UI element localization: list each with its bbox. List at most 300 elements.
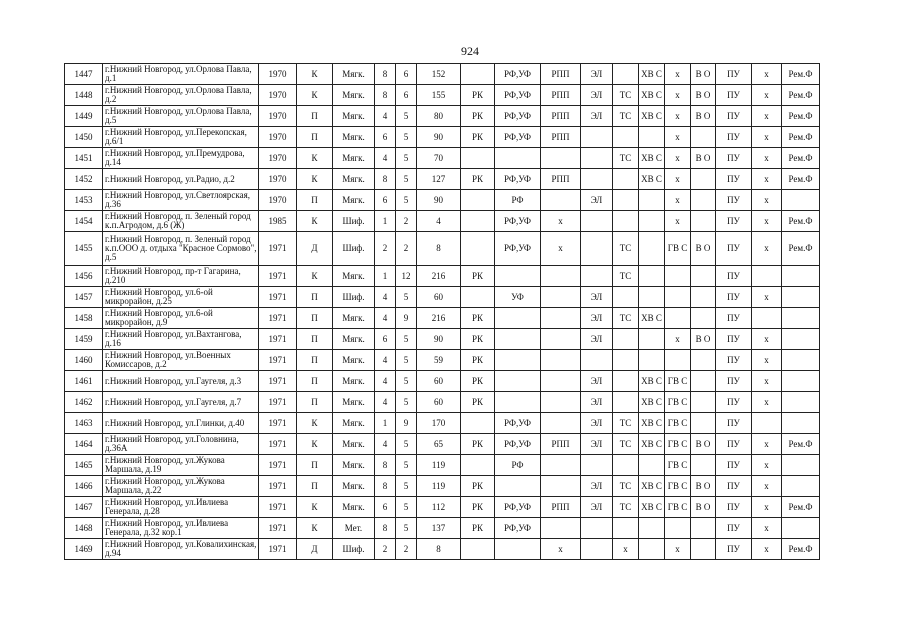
col-rk: РК [461,308,495,329]
address: г.Нижний Новгород, ул.Вахтангова, д.16 [103,329,259,350]
roof-type: Мет. [333,518,375,539]
address: г.Нижний Новгород, ул.Военных Комиссаров, д.2 [103,350,259,371]
col-vo [691,211,716,232]
table-row [65,169,820,190]
col-rk [461,287,495,308]
col-rpp [541,455,581,476]
address: г.Нижний Новгород, ул.Жукова Маршала, д.22 [103,476,259,497]
col-vo: В О [691,148,716,169]
wall-material: П [297,476,333,497]
table-row [65,476,820,497]
col-pu: ПУ [716,497,752,518]
col-x [752,266,782,287]
col-vo [691,350,716,371]
entrances: 4 [375,106,396,127]
col-gvs: х [665,329,691,350]
table-row [65,329,820,350]
col-pu: ПУ [716,85,752,106]
year-built: 1970 [259,85,297,106]
col-rem-f [782,476,820,497]
floors: 5 [396,169,417,190]
col-el: ЭЛ [581,106,613,127]
col-x: х [752,497,782,518]
entrances: 1 [375,413,396,434]
row-number: 1458 [65,308,103,329]
row-number: 1467 [65,497,103,518]
floors: 2 [396,232,417,266]
address: г.Нижний Новгород, ул.Гаугеля, д.7 [103,392,259,413]
apartments: 60 [417,392,461,413]
col-pu: ПУ [716,211,752,232]
col-rem-f: Рем.Ф [782,169,820,190]
entrances: 4 [375,371,396,392]
col-rpp: х [541,539,581,560]
floors: 5 [396,148,417,169]
roof-type: Мягк. [333,329,375,350]
row-number: 1461 [65,371,103,392]
col-ts: ТС [613,413,639,434]
col-ts [613,169,639,190]
col-vo [691,266,716,287]
roof-type: Мягк. [333,413,375,434]
wall-material: П [297,190,333,211]
col-rk: РК [461,266,495,287]
col-gvs [665,518,691,539]
apartments: 90 [417,190,461,211]
floors: 12 [396,266,417,287]
floors: 5 [396,190,417,211]
col-hvs [639,232,665,266]
roof-type: Мягк. [333,85,375,106]
row-number: 1451 [65,148,103,169]
address: г.Нижний Новгород, пр-т Гагарина, д.210 [103,266,259,287]
col-el: ЭЛ [581,85,613,106]
entrances: 4 [375,392,396,413]
col-vo [691,413,716,434]
floors: 5 [396,371,417,392]
col-rem-f [782,455,820,476]
floors: 2 [396,539,417,560]
col-rk: РК [461,85,495,106]
col-rf-uf: УФ [495,287,541,308]
roof-type: Мягк. [333,371,375,392]
col-ts: ТС [613,148,639,169]
wall-material: К [297,148,333,169]
col-pu: ПУ [716,476,752,497]
entrances: 6 [375,190,396,211]
col-rpp [541,371,581,392]
wall-material: Д [297,232,333,266]
col-rk [461,232,495,266]
address: г.Нижний Новгород, п. Зеленый город к.п.ООО д. отдыха "Красное Сормово", д.5 [103,232,259,266]
year-built: 1971 [259,539,297,560]
col-x: х [752,106,782,127]
col-hvs: ХВ С [639,371,665,392]
col-el: ЭЛ [581,497,613,518]
col-ts [613,64,639,85]
col-rem-f: Рем.Ф [782,148,820,169]
row-number: 1466 [65,476,103,497]
wall-material: К [297,85,333,106]
col-pu: ПУ [716,518,752,539]
entrances: 4 [375,350,396,371]
col-gvs: ГВ С [665,497,691,518]
row-number: 1455 [65,232,103,266]
col-hvs: ХВ С [639,169,665,190]
col-gvs: ГВ С [665,392,691,413]
col-el [581,518,613,539]
year-built: 1971 [259,287,297,308]
entrances: 4 [375,287,396,308]
row-number: 1457 [65,287,103,308]
address: г.Нижний Новгород, ул.Ковалихинская, д.94 [103,539,259,560]
col-el [581,148,613,169]
col-pu: ПУ [716,350,752,371]
row-number: 1449 [65,106,103,127]
col-hvs [639,211,665,232]
col-vo: В О [691,232,716,266]
col-pu: ПУ [716,434,752,455]
row-number: 1452 [65,169,103,190]
col-rf-uf: РФ,УФ [495,127,541,148]
col-rk: РК [461,329,495,350]
wall-material: Д [297,539,333,560]
row-number: 1464 [65,434,103,455]
col-rf-uf [495,392,541,413]
col-rpp [541,518,581,539]
floors: 5 [396,127,417,148]
col-rk [461,190,495,211]
wall-material: К [297,266,333,287]
col-rk: РК [461,371,495,392]
year-built: 1971 [259,308,297,329]
col-rf-uf [495,371,541,392]
apartments: 127 [417,169,461,190]
wall-material: П [297,455,333,476]
col-gvs: ГВ С [665,434,691,455]
col-rpp: РПП [541,169,581,190]
year-built: 1971 [259,232,297,266]
floors: 2 [396,211,417,232]
col-rf-uf [495,329,541,350]
apartments: 60 [417,287,461,308]
col-gvs: ГВ С [665,232,691,266]
col-rk: РК [461,350,495,371]
col-x: х [752,211,782,232]
apartments: 216 [417,308,461,329]
table-row [65,497,820,518]
col-x: х [752,539,782,560]
col-rem-f [782,190,820,211]
entrances: 8 [375,85,396,106]
col-x: х [752,434,782,455]
apartments: 8 [417,232,461,266]
roof-type: Шиф. [333,287,375,308]
apartments: 112 [417,497,461,518]
col-hvs: ХВ С [639,476,665,497]
roof-type: Мягк. [333,127,375,148]
col-vo: В О [691,64,716,85]
col-rpp: РПП [541,127,581,148]
year-built: 1971 [259,434,297,455]
col-x: х [752,392,782,413]
col-pu: ПУ [716,106,752,127]
year-built: 1970 [259,169,297,190]
col-rf-uf: РФ,УФ [495,106,541,127]
address: г.Нижний Новгород, ул.Орлова Павла, д.2 [103,85,259,106]
col-el: ЭЛ [581,64,613,85]
col-pu: ПУ [716,148,752,169]
col-el: ЭЛ [581,190,613,211]
col-x: х [752,329,782,350]
col-rpp [541,476,581,497]
apartments: 59 [417,350,461,371]
col-hvs [639,455,665,476]
col-el: ЭЛ [581,371,613,392]
entrances: 4 [375,148,396,169]
year-built: 1970 [259,106,297,127]
col-rf-uf: РФ [495,190,541,211]
roof-type: Шиф. [333,211,375,232]
col-rf-uf: РФ,УФ [495,497,541,518]
col-rpp [541,392,581,413]
row-number: 1447 [65,64,103,85]
col-hvs [639,190,665,211]
address: г.Нижний Новгород, ул.Перекопская, д.6/1 [103,127,259,148]
col-rk [461,64,495,85]
col-ts [613,350,639,371]
col-rpp [541,266,581,287]
col-rpp [541,329,581,350]
col-x: х [752,127,782,148]
col-ts: ТС [613,308,639,329]
table-row [65,211,820,232]
address: г.Нижний Новгород, ул.Ивлиева Генерала, д.28 [103,497,259,518]
entrances: 2 [375,539,396,560]
col-rf-uf [495,148,541,169]
table-row [65,287,820,308]
apartments: 80 [417,106,461,127]
col-ts [613,455,639,476]
col-vo: В О [691,329,716,350]
floors: 5 [396,518,417,539]
year-built: 1971 [259,497,297,518]
col-vo [691,371,716,392]
row-number: 1453 [65,190,103,211]
col-pu: ПУ [716,392,752,413]
address: г.Нижний Новгород, ул.Радио, д.2 [103,169,259,190]
apartments: 65 [417,434,461,455]
col-x: х [752,518,782,539]
roof-type: Мягк. [333,148,375,169]
col-vo [691,308,716,329]
col-vo [691,455,716,476]
col-rpp [541,350,581,371]
col-el: ЭЛ [581,329,613,350]
year-built: 1971 [259,350,297,371]
col-rpp: РПП [541,106,581,127]
table-row [65,392,820,413]
col-el: ЭЛ [581,308,613,329]
wall-material: П [297,329,333,350]
roof-type: Шиф. [333,232,375,266]
wall-material: К [297,434,333,455]
floors: 5 [396,287,417,308]
col-rk [461,539,495,560]
address: г.Нижний Новгород, ул.Гаугеля, д.3 [103,371,259,392]
col-rpp: х [541,232,581,266]
row-number: 1465 [65,455,103,476]
address: г.Нижний Новгород, п. Зеленый город к.п.Агродом, д.6 (Ж) [103,211,259,232]
year-built: 1971 [259,455,297,476]
apartments: 137 [417,518,461,539]
col-rk: РК [461,127,495,148]
page-number: 924 [461,44,479,58]
col-rk: РК [461,518,495,539]
col-rpp [541,190,581,211]
entrances: 2 [375,232,396,266]
col-vo [691,539,716,560]
apartments: 70 [417,148,461,169]
wall-material: П [297,287,333,308]
col-pu: ПУ [716,127,752,148]
year-built: 1985 [259,211,297,232]
col-ts [613,518,639,539]
col-rk: РК [461,169,495,190]
roof-type: Шиф. [333,539,375,560]
col-x: х [752,190,782,211]
col-x [752,308,782,329]
apartments: 155 [417,85,461,106]
col-vo [691,190,716,211]
table-row [65,64,820,85]
col-vo [691,392,716,413]
col-gvs [665,308,691,329]
floors: 9 [396,308,417,329]
col-vo: В О [691,434,716,455]
col-hvs: ХВ С [639,308,665,329]
roof-type: Мягк. [333,266,375,287]
col-hvs: ХВ С [639,392,665,413]
table-row [65,539,820,560]
roof-type: Мягк. [333,497,375,518]
year-built: 1970 [259,190,297,211]
col-rpp: х [541,211,581,232]
col-gvs: х [665,539,691,560]
col-x: х [752,232,782,266]
entrances: 4 [375,308,396,329]
col-x [752,413,782,434]
col-vo: В О [691,106,716,127]
wall-material: К [297,211,333,232]
entrances: 8 [375,455,396,476]
col-hvs [639,539,665,560]
entrances: 1 [375,211,396,232]
entrances: 8 [375,64,396,85]
wall-material: К [297,64,333,85]
address: г.Нижний Новгород, ул.Жукова Маршала, д.19 [103,455,259,476]
row-number: 1460 [65,350,103,371]
entrances: 6 [375,127,396,148]
col-pu: ПУ [716,190,752,211]
col-rem-f [782,392,820,413]
col-rf-uf: РФ,УФ [495,211,541,232]
wall-material: К [297,169,333,190]
address: г.Нижний Новгород, ул.Орлова Павла, д.5 [103,106,259,127]
col-rem-f: Рем.Ф [782,434,820,455]
col-gvs: ГВ С [665,371,691,392]
floors: 5 [396,350,417,371]
col-pu: ПУ [716,232,752,266]
year-built: 1971 [259,266,297,287]
col-pu: ПУ [716,308,752,329]
col-pu: ПУ [716,413,752,434]
col-pu: ПУ [716,169,752,190]
table-row [65,413,820,434]
wall-material: П [297,127,333,148]
col-rpp: РПП [541,64,581,85]
apartments: 216 [417,266,461,287]
roof-type: Мягк. [333,455,375,476]
col-ts [613,211,639,232]
col-rf-uf [495,266,541,287]
col-rem-f [782,413,820,434]
wall-material: П [297,106,333,127]
col-ts: ТС [613,497,639,518]
col-rem-f [782,350,820,371]
table-row [65,127,820,148]
address: г.Нижний Новгород, ул.Премудрова, д.14 [103,148,259,169]
floors: 5 [396,392,417,413]
address: г.Нижний Новгород, ул.Глинки, д.40 [103,413,259,434]
roof-type: Мягк. [333,169,375,190]
col-rem-f: Рем.Ф [782,85,820,106]
apartments: 119 [417,455,461,476]
floors: 6 [396,85,417,106]
col-rem-f: Рем.Ф [782,497,820,518]
housing-registry-table [64,63,820,560]
col-gvs: х [665,85,691,106]
col-rf-uf [495,539,541,560]
col-ts: ТС [613,232,639,266]
col-rem-f [782,308,820,329]
col-gvs [665,350,691,371]
col-gvs: ГВ С [665,413,691,434]
col-rpp [541,308,581,329]
year-built: 1971 [259,413,297,434]
col-hvs [639,329,665,350]
apartments: 152 [417,64,461,85]
col-hvs [639,518,665,539]
col-x: х [752,148,782,169]
col-gvs: х [665,169,691,190]
table-row [65,308,820,329]
floors: 5 [396,455,417,476]
col-rf-uf: РФ,УФ [495,232,541,266]
row-number: 1469 [65,539,103,560]
col-gvs: х [665,148,691,169]
col-vo: В О [691,85,716,106]
table-row [65,148,820,169]
col-ts [613,127,639,148]
col-el [581,350,613,371]
col-el [581,266,613,287]
col-rf-uf: РФ,УФ [495,434,541,455]
col-x: х [752,476,782,497]
col-ts: ТС [613,266,639,287]
col-gvs: ГВ С [665,476,691,497]
col-hvs: ХВ С [639,413,665,434]
